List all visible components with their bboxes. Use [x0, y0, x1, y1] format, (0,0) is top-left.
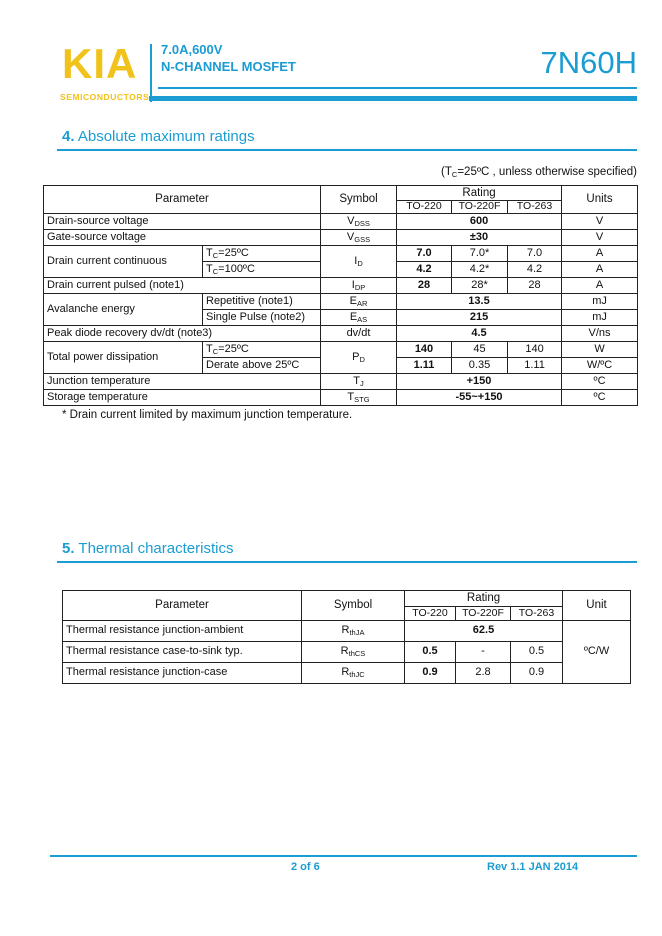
symbol-rthcs: $R_{thCS}$ — [302, 642, 405, 663]
rating-tstg: -55~+150 — [397, 390, 562, 406]
rating-eas: 215 — [397, 310, 562, 326]
unit-pd: W — [562, 342, 638, 358]
param-rthcs: Thermal resistance case-to-sink typ. — [63, 642, 302, 663]
unit-tstg: ºC — [562, 390, 638, 406]
symbol-tj: $T_J$ — [321, 374, 397, 390]
row-rthja — [63, 621, 631, 642]
section5-underline — [57, 561, 637, 563]
col-header-rating: Rating — [397, 186, 562, 201]
row-ear — [44, 294, 638, 310]
section4-number: 4. — [62, 128, 75, 145]
param-tstg: Storage temperature — [44, 390, 321, 406]
device-type-line: N-CHANNEL MOSFET — [161, 59, 296, 74]
rating-pd-to220: 140 — [397, 342, 452, 358]
col-header-to220: TO-220 — [397, 201, 452, 214]
row-idp — [44, 278, 638, 294]
section4-underline — [57, 149, 637, 151]
unit-eas: mJ — [562, 310, 638, 326]
param-avalanche: Avalanche energy — [44, 294, 203, 326]
thermal-characteristics-table — [62, 590, 631, 684]
unit-thermal: ºC/W — [563, 621, 631, 684]
row-tstg — [44, 390, 638, 406]
col-header-parameter: Parameter — [44, 186, 321, 214]
param-pd: Total power dissipation — [44, 342, 203, 374]
header-rule-thick — [149, 96, 637, 101]
symbol-id: $I_D$ — [321, 246, 397, 278]
unit-dvdt: V/ns — [562, 326, 638, 342]
col-header-to220f: TO-220F — [452, 201, 508, 214]
symbol-pd: $P_D$ — [321, 342, 397, 374]
kia-logo-subtext: SEMICONDUCTORS — [60, 92, 150, 102]
thermal-col-header-to220f: TO-220F — [456, 607, 511, 621]
thermal-col-header-to220: TO-220 — [405, 607, 456, 621]
section5-title — [62, 540, 233, 557]
rating-dvdt: 4.5 — [397, 326, 562, 342]
row-vgss — [44, 230, 638, 246]
rating-rthjc-to220: 0.9 — [405, 663, 456, 684]
unit-vgss: V — [562, 230, 638, 246]
unit-id-100c: A — [562, 262, 638, 278]
row-pd-25c — [44, 342, 638, 358]
device-rating-line: 7.0A,600V — [161, 42, 223, 57]
symbol-idp: $I_{DP}$ — [321, 278, 397, 294]
rating-rthcs-to220f: - — [456, 642, 511, 663]
param-idp: Drain current pulsed (note1) — [44, 278, 321, 294]
rating-rthjc-to220f: 2.8 — [456, 663, 511, 684]
rating-id-25c-to263: 7.0 — [508, 246, 562, 262]
section4-title — [62, 128, 255, 145]
param-id: Drain current continuous — [44, 246, 203, 278]
rating-id-25c-to220f: 7.0* — [452, 246, 508, 262]
symbol-eas: $E_{AS}$ — [321, 310, 397, 326]
unit-ear: mJ — [562, 294, 638, 310]
param-vdss: Drain-source voltage — [44, 214, 321, 230]
rating-id-25c-to220: 7.0 — [397, 246, 452, 262]
part-number: 7N60H — [540, 45, 637, 80]
row-vdss — [44, 214, 638, 230]
thermal-col-header-symbol: Symbol — [302, 591, 405, 621]
row-dvdt — [44, 326, 638, 342]
row-rthcs — [63, 642, 631, 663]
unit-tj: ºC — [562, 374, 638, 390]
unit-vdss: V — [562, 214, 638, 230]
cond-pd-25c: $T_C=25ºC$ — [203, 342, 321, 358]
rating-rthja: 62.5 — [405, 621, 563, 642]
footer-page-number: 2 of 6 — [291, 861, 320, 873]
section5-title-text: Thermal characteristics — [74, 540, 234, 557]
thermal-col-header-unit: Unit — [563, 591, 631, 621]
param-rthja: Thermal resistance junction-ambient — [63, 621, 302, 642]
rating-vdss: 600 — [397, 214, 562, 230]
rating-derate-to220: 1.11 — [397, 358, 452, 374]
symbol-ear: $E_{AR}$ — [321, 294, 397, 310]
rating-pd-to263: 140 — [508, 342, 562, 358]
thermal-col-header-to263: TO-263 — [511, 607, 563, 621]
condition-note: ($T_C=25ºC$ , unless otherwise specified) — [441, 166, 637, 179]
symbol-tstg: $T_{STG}$ — [321, 390, 397, 406]
rating-rthcs-to220: 0.5 — [405, 642, 456, 663]
rating-ear: 13.5 — [397, 294, 562, 310]
section4-title-text: Absolute maximum ratings — [74, 128, 255, 145]
cond-id-100c: $T_C=100ºC$ — [203, 262, 321, 278]
rating-rthjc-to263: 0.9 — [511, 663, 563, 684]
header-rule-thin — [158, 87, 637, 89]
param-rthjc: Thermal resistance junction-case — [63, 663, 302, 684]
symbol-rthja: $R_{thJA}$ — [302, 621, 405, 642]
kia-logo: KIA — [62, 40, 138, 87]
col-header-to263: TO-263 — [508, 201, 562, 214]
cond-pd-derate: Derate above 25ºC — [203, 358, 321, 374]
thermal-col-header-parameter: Parameter — [63, 591, 302, 621]
cond-eas: Single Pulse (note2) — [203, 310, 321, 326]
footnote: * Drain current limited by maximum junction temperature. — [62, 409, 353, 421]
row-id-25c — [44, 246, 638, 262]
rating-tj: +150 — [397, 374, 562, 390]
unit-derate: W/ºC — [562, 358, 638, 374]
cond-id-25c: $T_C=25ºC$ — [203, 246, 321, 262]
col-header-symbol: Symbol — [321, 186, 397, 214]
rating-derate-to263: 1.11 — [508, 358, 562, 374]
header-divider — [150, 44, 152, 102]
rating-pd-to220f: 45 — [452, 342, 508, 358]
param-vgss: Gate-source voltage — [44, 230, 321, 246]
rating-idp-to263: 28 — [508, 278, 562, 294]
param-tj: Junction temperature — [44, 374, 321, 390]
rating-derate-to220f: 0.35 — [452, 358, 508, 374]
rating-vgss: ±30 — [397, 230, 562, 246]
param-dvdt: Peak diode recovery dv/dt (note3) — [44, 326, 321, 342]
rating-idp-to220f: 28* — [452, 278, 508, 294]
row-rthjc — [63, 663, 631, 684]
symbol-vdss: $V_{DSS}$ — [321, 214, 397, 230]
col-header-units: Units — [562, 186, 638, 214]
absolute-maximum-ratings-table — [43, 185, 638, 406]
unit-id-25c: A — [562, 246, 638, 262]
rating-id-100c-to263: 4.2 — [508, 262, 562, 278]
rating-rthcs-to263: 0.5 — [511, 642, 563, 663]
rating-id-100c-to220: 4.2 — [397, 262, 452, 278]
rating-id-100c-to220f: 4.2* — [452, 262, 508, 278]
cond-ear: Repetitive (note1) — [203, 294, 321, 310]
footer-revision: Rev 1.1 JAN 2014 — [487, 861, 579, 873]
section5-number: 5. — [62, 540, 75, 557]
symbol-dvdt: dv/dt — [321, 326, 397, 342]
unit-idp: A — [562, 278, 638, 294]
symbol-rthjc: $R_{thJC}$ — [302, 663, 405, 684]
row-tj — [44, 374, 638, 390]
thermal-col-header-rating: Rating — [405, 591, 563, 607]
footer-rule — [50, 855, 637, 857]
symbol-vgss: $V_{GSS}$ — [321, 230, 397, 246]
rating-idp-to220: 28 — [397, 278, 452, 294]
